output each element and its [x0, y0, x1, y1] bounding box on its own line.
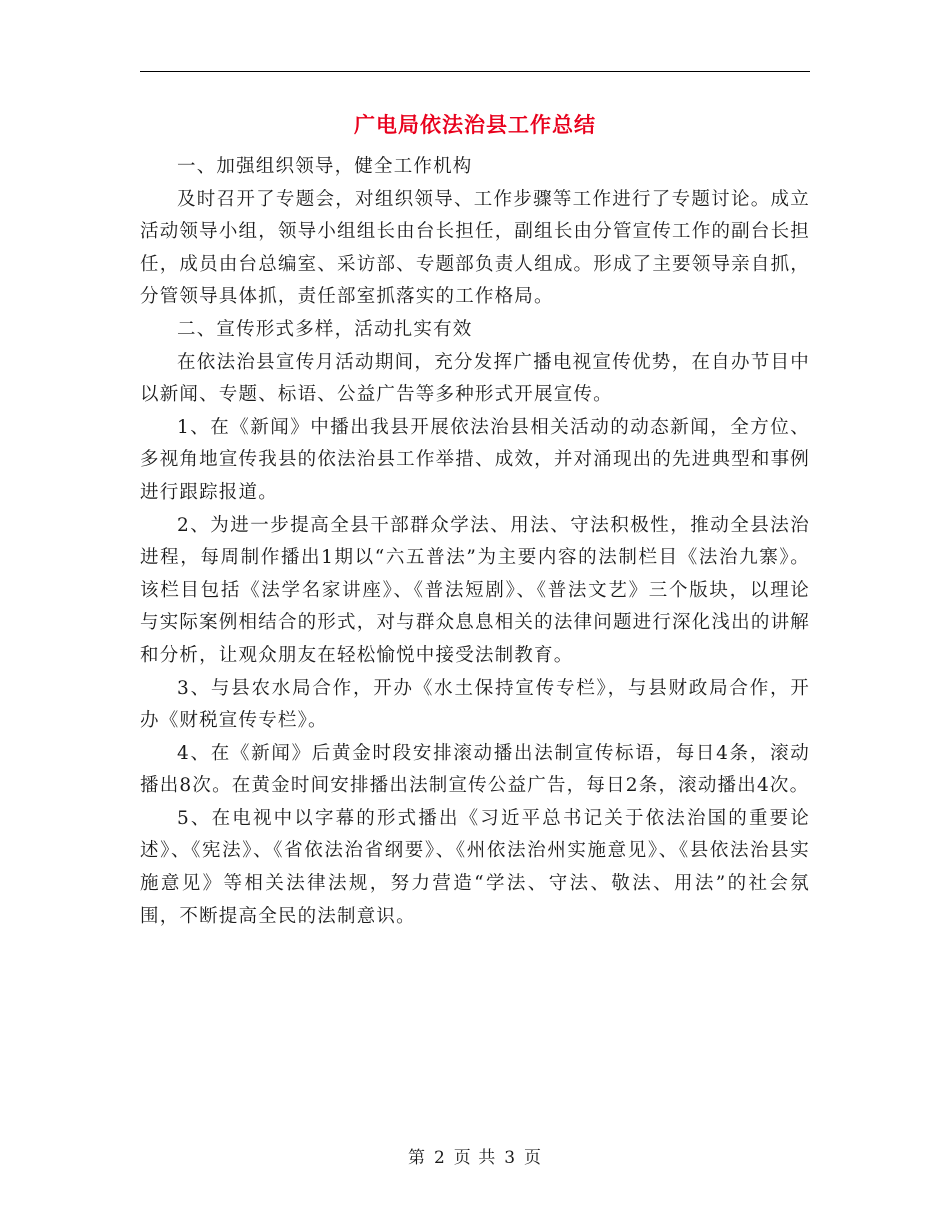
list-item-2: 2、为进一步提高全县干部群众学法、用法、守法积极性，推动全县法治进程，每周制作播出1期以“六五普法”为主要内容的法制栏目《法治九寨》。该栏目包括《法学名家讲座》、《普法短剧》、《普法文艺》三个版块，以理论与实际案例相结合的形式，对与群众息息相关的法律问题进行深化浅出的讲解和分析，让观众朋友在轻松愉悦中接受法制教育。 [140, 514, 810, 666]
document-body [140, 151, 810, 933]
page-label-pre: 第 [407, 1148, 426, 1168]
header-rule [140, 71, 810, 72]
total-pages-number: 3 [504, 1148, 517, 1168]
list-item-1: 1、在《新闻》中播出我县开展依法治县相关活动的动态新闻，全方位、多视角地宣传我县的依法治县工作举措、成效，并对涌现出的先进典型和事例进行跟踪报道。 [140, 416, 810, 503]
document-title: 广电局依法治县工作总结 [354, 112, 596, 137]
section-heading-2: 二、宣传形式多样，活动扎实有效 [177, 318, 473, 340]
page-footer [0, 1143, 950, 1173]
list-item-5: 5、在电视中以字幕的形式播出《习近平总书记关于依法治国的重要论述》、《宪法》、《省依法治省纲要》、《州依法治州实施意见》、《县依法治县实施意见》等相关法律法规，努力营造“学法、守法、敬法、用法”的社会氛围，不断提高全民的法制意识。 [140, 807, 810, 927]
section-heading-1: 一、加强组织领导，健全工作机构 [177, 156, 473, 177]
body-paragraph: 及时召开了专题会，对组织领导、工作步骤等工作进行了专题讨论。成立活动领导小组，领导小组组长由台长担任，副组长由分管宣传工作的副台长担任，成员由台总编室、采访部、专题部负责人组成。形成了主要领导亲自抓，分管领导具体抓，责任部室抓落实的工作格局。 [140, 188, 810, 308]
current-page-number: 2 [433, 1148, 446, 1168]
page-label-mid: 页 共 [453, 1148, 497, 1168]
page-label-post: 页 [524, 1148, 543, 1168]
body-paragraph: 在依法治县宣传月活动期间，充分发挥广播电视宣传优势，在自办节目中以新闻、专题、标语、公益广告等多种形式开展宣传。 [140, 351, 810, 406]
list-item-4: 4、在《新闻》后黄金时段安排滚动播出法制宣传标语，每日4条，滚动播出8次。在黄金时间安排播出法制宣传公益广告，每日2条，滚动播出4次。 [140, 742, 810, 797]
list-item-3: 3、与县农水局合作，开办《水土保持宣传专栏》，与县财政局合作，开办《财税宣传专栏》。 [140, 677, 810, 732]
